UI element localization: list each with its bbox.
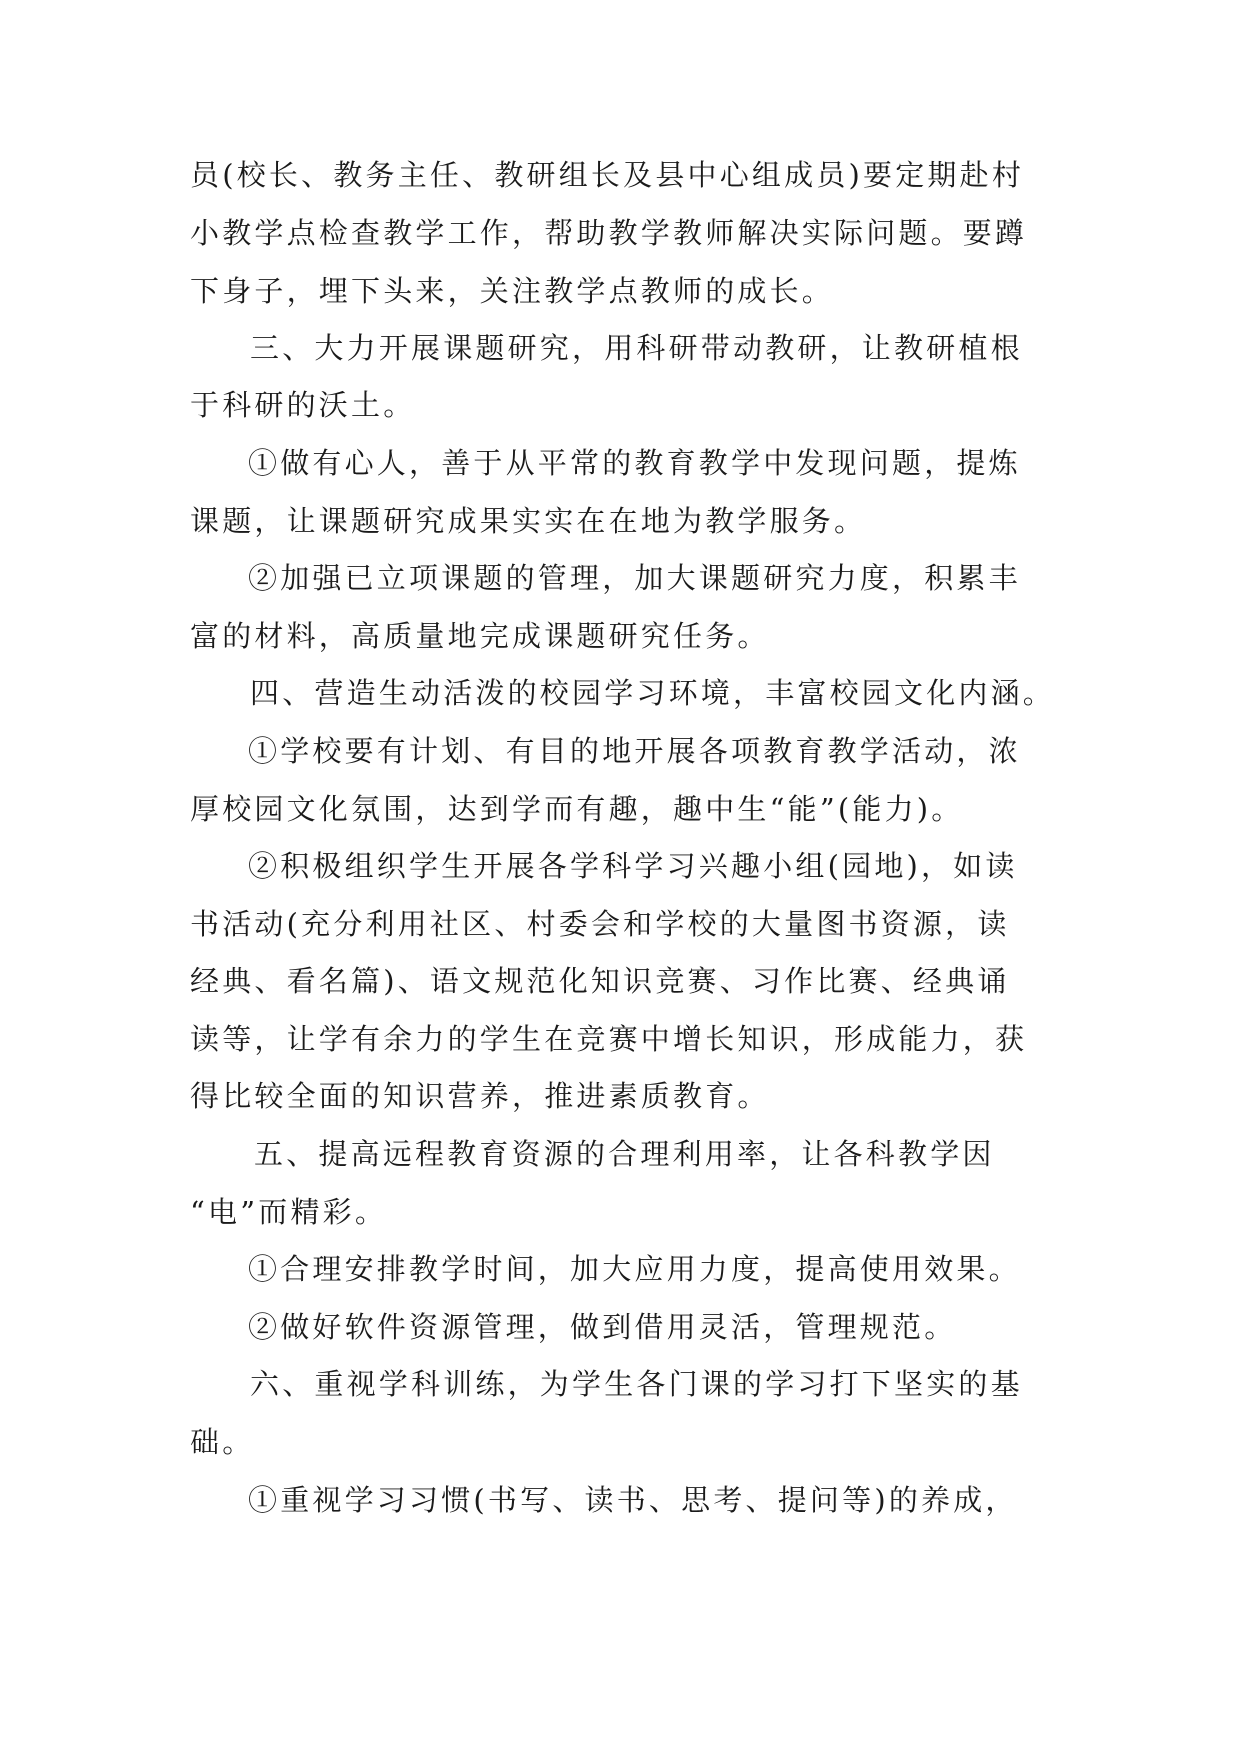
text-line: 课题，让课题研究成果实实在在地为教学服务。 (190, 504, 867, 538)
text-line: 富的材料，高质量地完成课题研究任务。 (190, 619, 770, 653)
text-line: 员(校长、教务主任、教研组长及县中心组成员)要定期赴村 (190, 158, 1025, 192)
list-item: ①学校要有计划、有目的地开展各项教育教学活动，浓 (248, 734, 1021, 768)
text-line: 读等，让学有余力的学生在竞赛中增长知识，形成能力，获 (190, 1022, 1028, 1056)
section-heading: 四、营造生动活泼的校园学习环境，丰富校园文化内涵。 (250, 676, 1056, 710)
list-item: ①重视学习习惯(书写、读书、思考、提问等)的养成， (248, 1483, 1018, 1517)
list-item: ②积极组织学生开展各学科学习兴趣小组(园地)，如读 (248, 849, 1018, 883)
section-heading-cont: “电”而精彩。 (190, 1195, 388, 1229)
list-item: ②加强已立项课题的管理，加大课题研究力度，积累丰 (248, 561, 1021, 595)
list-item: ①合理安排教学时间，加大应用力度，提高使用效果。 (248, 1252, 1021, 1286)
text-line: 得比较全面的知识营养，推进素质教育。 (190, 1079, 770, 1113)
list-item: ①做有心人，善于从平常的教育教学中发现问题，提炼 (248, 446, 1021, 480)
section-heading: 六、重视学科训练，为学生各门课的学习打下坚实的基 (250, 1367, 1023, 1401)
list-item: ②做好软件资源管理，做到借用灵活，管理规范。 (248, 1310, 957, 1344)
section-heading-cont: 于科研的沃土。 (190, 388, 416, 422)
text-line: 小教学点检查教学工作，帮助教学教师解决实际问题。要蹲 (190, 216, 1028, 250)
text-line: 下身子，埋下头来，关注教学点教师的成长。 (190, 274, 835, 308)
section-heading-cont: 础。 (190, 1425, 255, 1459)
text-line: 书活动(充分利用社区、村委会和学校的大量图书资源，读 (190, 907, 1010, 941)
section-heading: 三、大力开展课题研究，用科研带动教研，让教研植根 (250, 331, 1023, 365)
section-heading: 五、提高远程教育资源的合理利用率，让各科教学因 (254, 1137, 995, 1171)
text-line: 经典、看名篇)、语文规范化知识竞赛、习作比赛、经典诵 (190, 964, 1010, 998)
text-line: 厚校园文化氛围，达到学而有趣，趣中生“能”(能力)。 (190, 792, 964, 826)
